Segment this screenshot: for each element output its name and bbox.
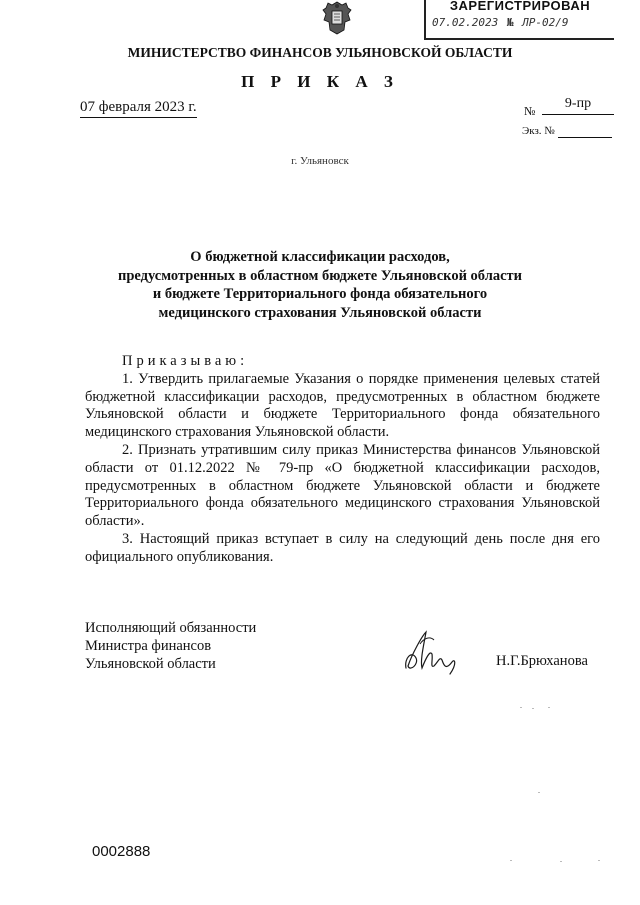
coat-of-arms-icon	[320, 0, 354, 36]
copy-number-label: Экз. №	[522, 125, 555, 137]
signer-position-line: Министра финансов	[85, 637, 212, 654]
scan-speck	[548, 707, 550, 708]
paragraph-3: 3. Настоящий приказ вступает в силу на следующий день после дня его официального опубликования.	[85, 530, 600, 565]
paragraph-1: 1. Утвердить прилагаемые Указания о порядке применения целевых статей бюджетной классификации расходов, предусмотренных в областном бюджете Ульяновской области и бюджете Территориального фонда обязательного медицинского страхования Ульяновской области.	[85, 370, 600, 441]
stamp-number-label: №	[506, 16, 514, 29]
document-type: П Р И К А З	[241, 72, 399, 91]
document-body	[85, 353, 600, 567]
scan-speck	[560, 861, 562, 862]
footer-document-number: 0002888	[92, 843, 151, 860]
ministry-name: МИНИСТЕРСТВО ФИНАНСОВ УЛЬЯНОВСКОЙ ОБЛАСТИ	[127, 45, 513, 60]
signer-position-line: Исполняющий обязанности	[85, 620, 257, 636]
scan-speck	[538, 792, 540, 793]
stamp-date: 07.02.2023	[432, 16, 499, 29]
document-title-line: медицинского страхования Ульяновской области	[158, 304, 482, 321]
copy-number-line	[558, 137, 612, 138]
document-number: 9-пр	[542, 96, 614, 115]
document-date: 07 февраля 2023 г.	[80, 99, 197, 118]
signer-name: Н.Г.Брюханова	[496, 653, 588, 669]
document-title-line: и бюджете Территориального фонда обязательного	[152, 286, 488, 302]
document-title	[110, 248, 530, 322]
document-number-label: №	[524, 104, 536, 118]
signer-position-line: Ульяновской области	[85, 655, 216, 672]
document-title-line: предусмотренных в областном бюджете Ульяновской области	[117, 267, 522, 284]
signer-position	[85, 620, 256, 673]
paragraph-2: 2. Признать утратившим силу приказ Министерства финансов Ульяновской области от 01.12.2022 № 79-пр «О бюджетной классификации расходов, предусмотренных в областном бюджете Ульяновской области и бюджете Территориального фонда обязательного медицинского страхования Ульяновской области».	[85, 441, 600, 530]
city: г. Ульяновск	[291, 155, 349, 167]
registration-stamp	[424, 0, 614, 40]
document-title-line: О бюджетной классификации расходов,	[190, 249, 450, 265]
order-word: Приказываю:	[122, 353, 249, 369]
stamp-title: ЗАРЕГИСТРИРОВАН	[449, 0, 591, 13]
stamp-number: ЛР-02/9	[522, 16, 569, 29]
handwritten-signature	[400, 628, 462, 682]
scan-speck	[532, 708, 534, 709]
scan-speck	[598, 860, 600, 861]
scan-speck	[520, 707, 522, 708]
scan-speck	[510, 860, 512, 861]
stamp-registration-line	[432, 16, 568, 29]
